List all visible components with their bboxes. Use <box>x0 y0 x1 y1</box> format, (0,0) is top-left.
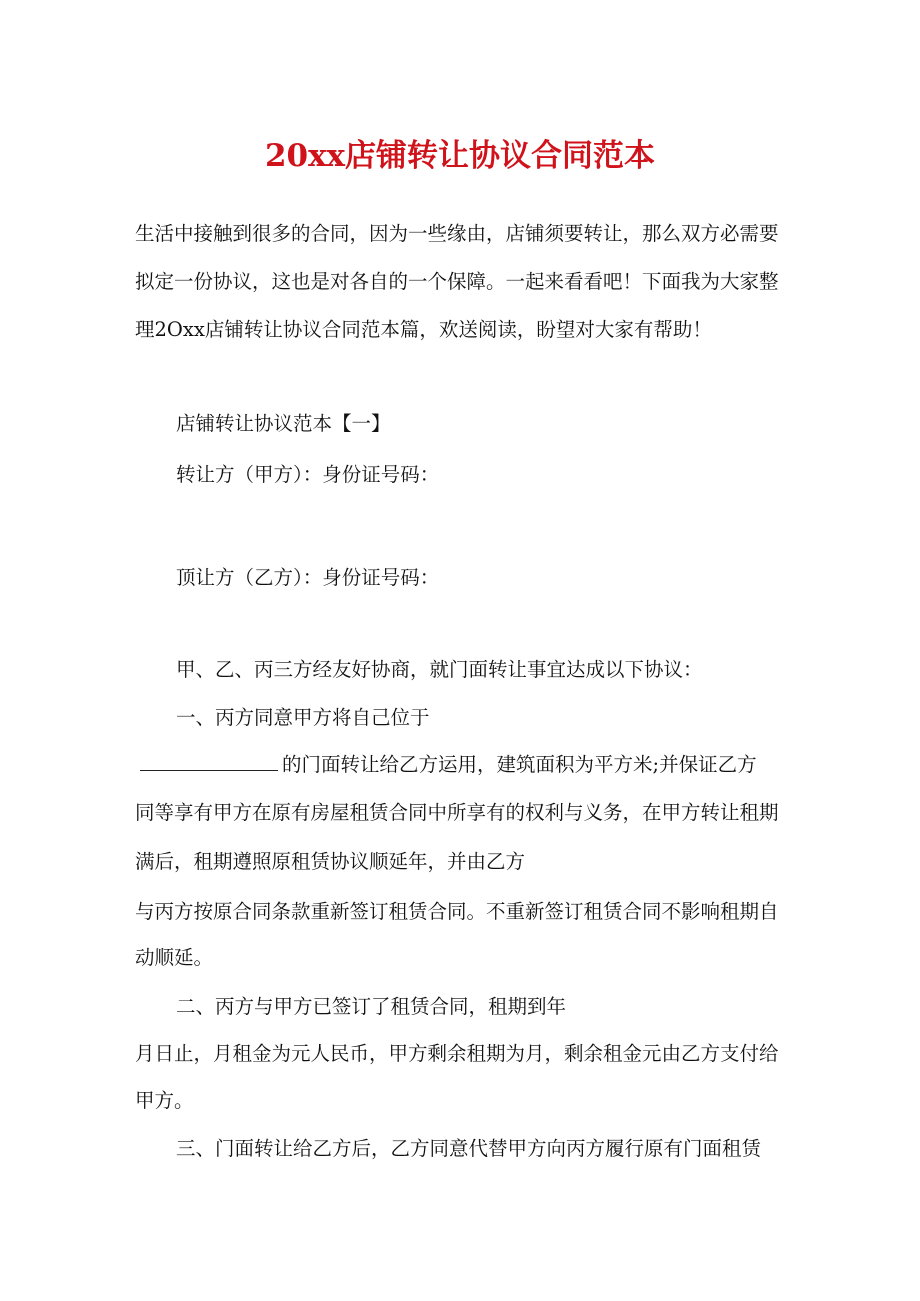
clause-1-line-1: 一、丙方同意甲方将自己位于 <box>176 706 430 729</box>
document-title: 20xx店铺转让协议合同范本 <box>264 138 656 174</box>
blank-underline <box>140 750 278 771</box>
intro-line-3: 理2Oxx店铺转让协议合同范本篇，欢送阅读，盼望对大家有帮助！ <box>135 318 712 341</box>
clause-2-line-1: 二、丙方与甲方已签订了租赁合同，租期到年 <box>176 995 567 1018</box>
clause-1-line-4: 满后，租期遵照原租赁协议顺延年，并由乙方 <box>135 850 526 873</box>
agreement-intro: 甲、乙、丙三方经友好协商，就门面转让事宜达成以下协议： <box>176 658 703 681</box>
clause-1-line-2: 的门面转让给乙方运用，建筑面积为平方米;并保证乙方 <box>282 753 757 776</box>
intro-line-1: 生活中接触到很多的合同，因为一些缘由，店铺须要转让，那么双方必需要 <box>135 222 779 245</box>
clause-1-line-3: 同等享有甲方在原有房屋租赁合同中所享有的权利与义务，在甲方转让租期 <box>135 801 779 824</box>
clause-2-line-2: 月日止，月租金为元人民币，甲方剩余租期为月，剩余租金元由乙方支付给 <box>135 1042 779 1065</box>
clause-3-line-1: 三、门面转让给乙方后，乙方同意代替甲方向丙方履行原有门面租赁 <box>176 1137 762 1160</box>
transferee-line: 顶让方（乙方）：身份证号码： <box>176 566 440 589</box>
section-heading: 店铺转让协议范本【一】 <box>176 412 391 435</box>
clause-1-line-2-wrap <box>140 750 757 779</box>
transferor-line: 转让方（甲方）：身份证号码： <box>176 463 440 486</box>
clause-1-line-5: 与丙方按原合同条款重新签订租赁合同。不重新签订租赁合同不影响租期自 <box>135 900 779 923</box>
intro-line-2: 拟定一份协议，这也是对各自的一个保障。一起来看看吧！下面我为大家整 <box>135 270 779 293</box>
clause-2-line-3: 甲方。 <box>135 1089 194 1112</box>
clause-1-line-6: 动顺延。 <box>135 946 214 969</box>
